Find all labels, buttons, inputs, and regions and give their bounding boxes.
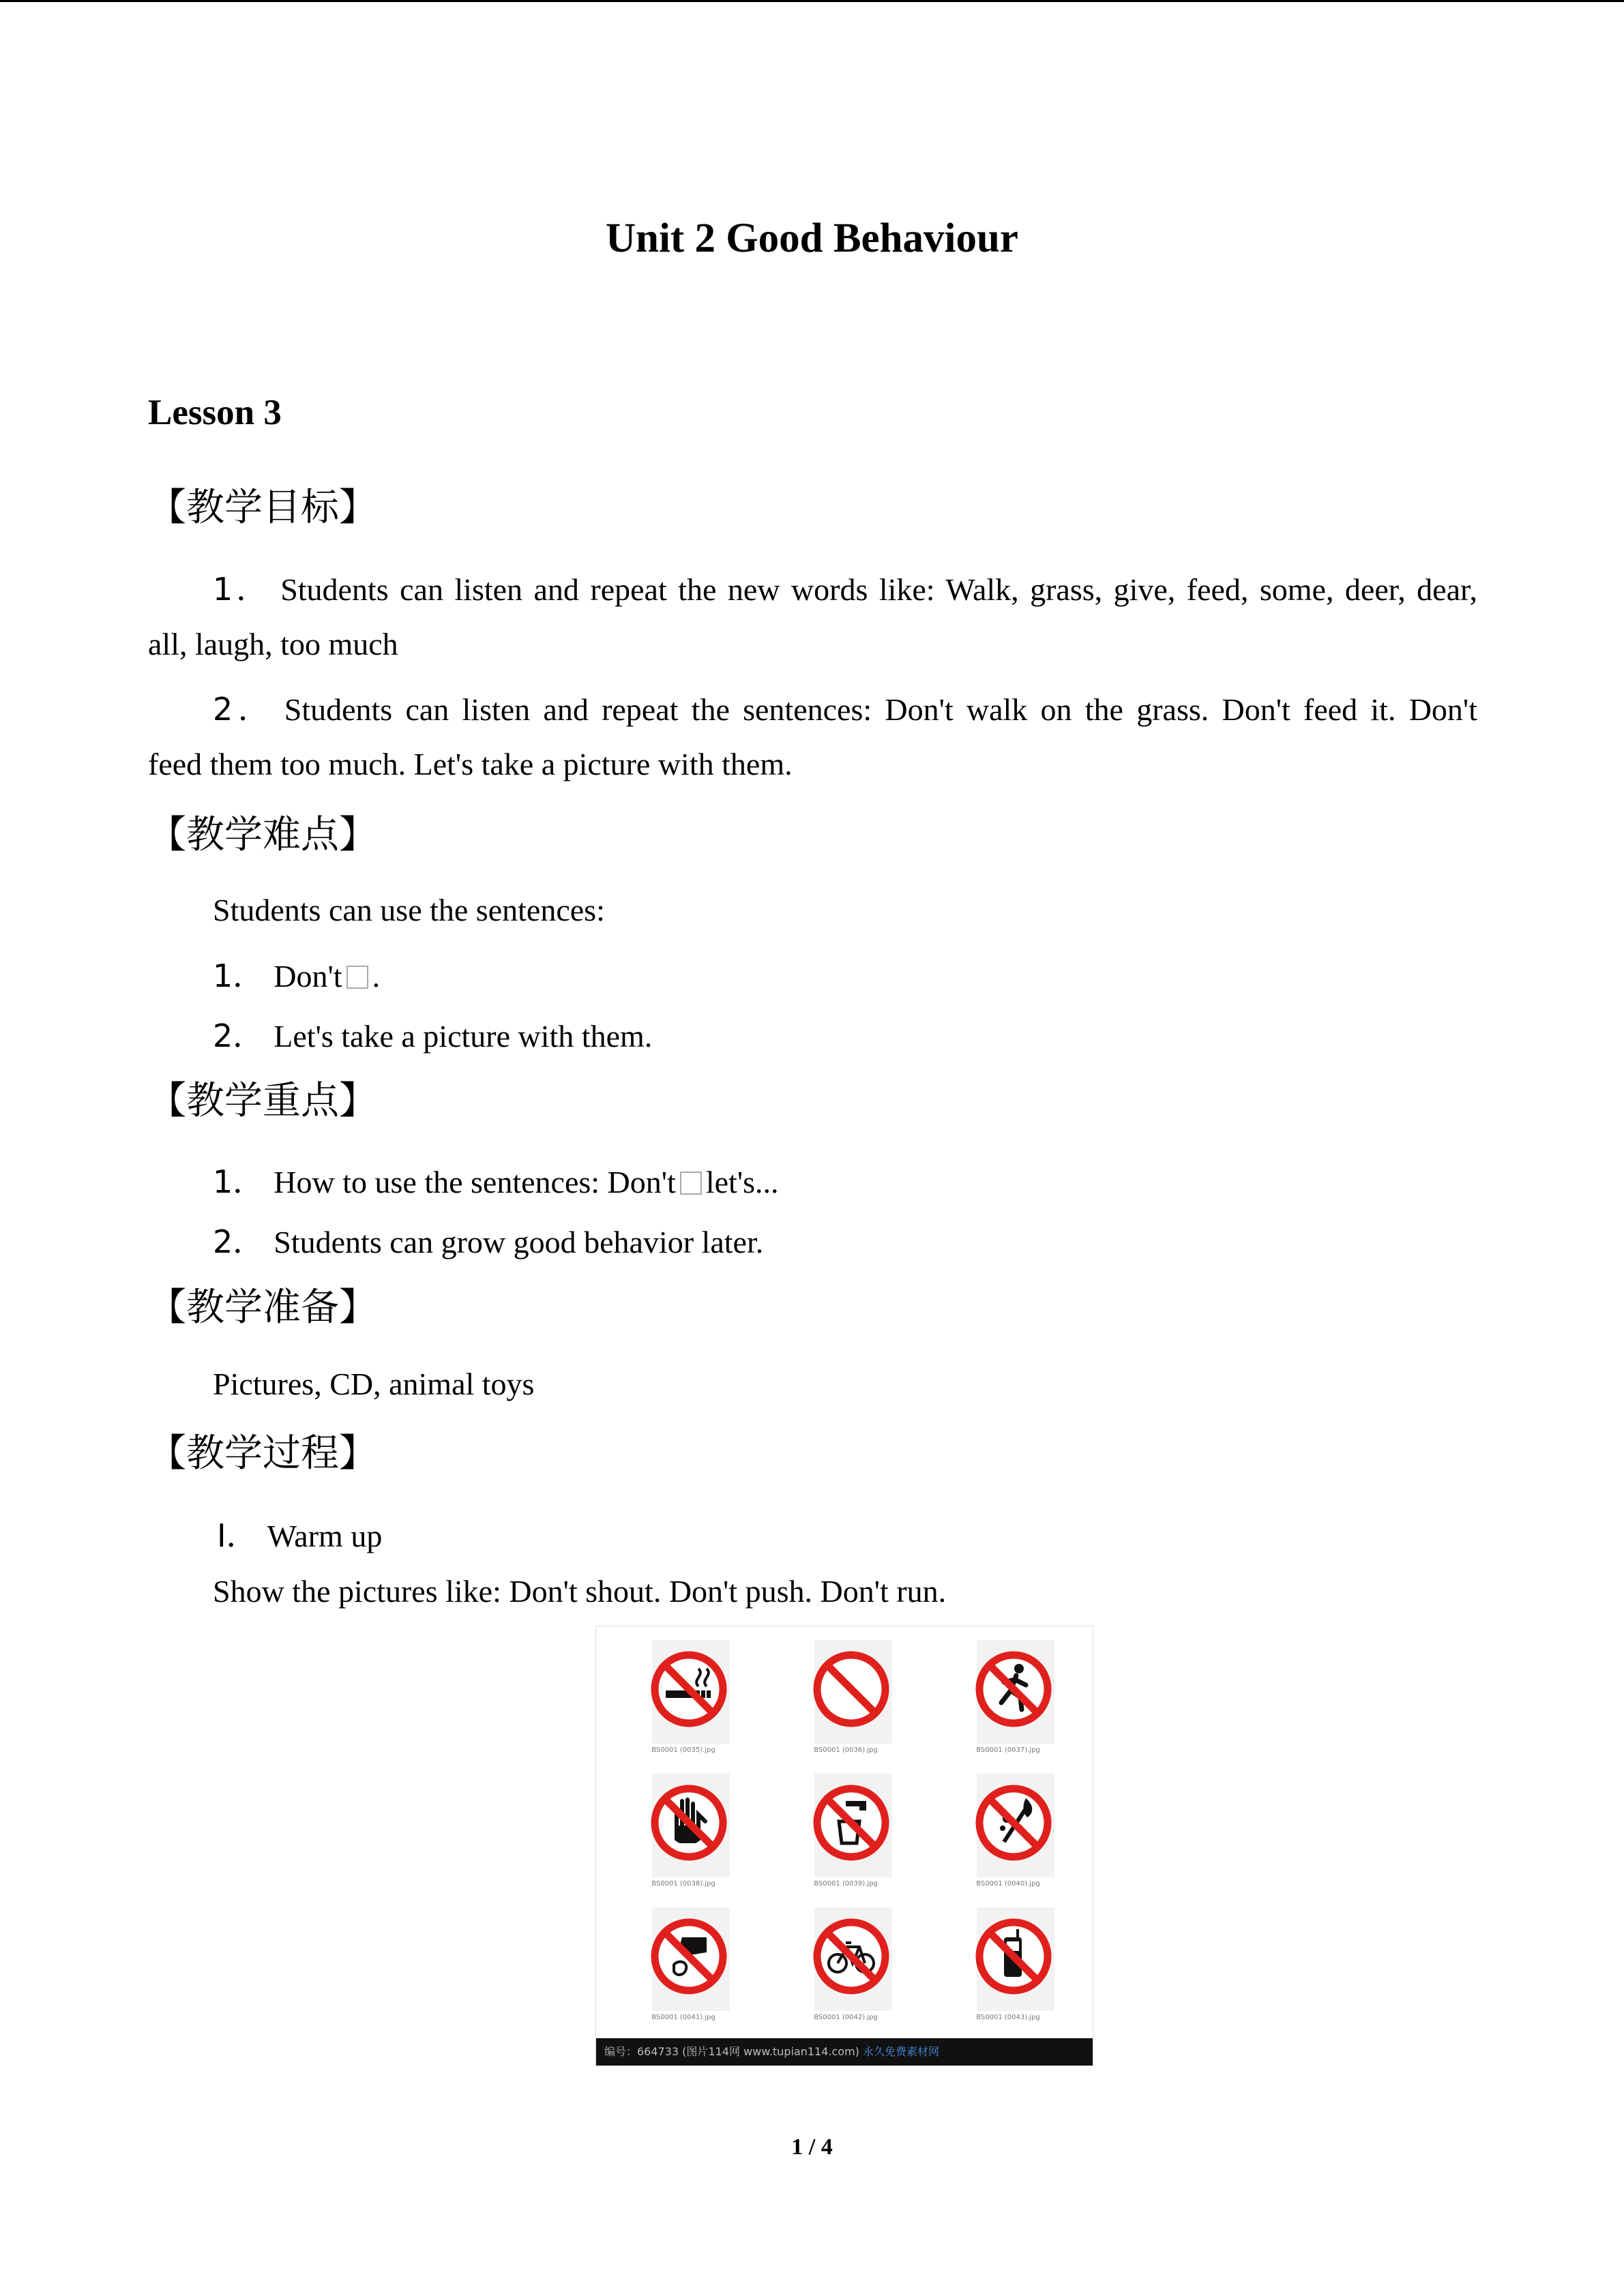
no-touching-icon — [649, 1771, 731, 1879]
no-bicycles-icon — [812, 1905, 894, 2012]
key-point-2 — [213, 1217, 763, 1262]
no-open-flame-icon — [974, 1771, 1056, 1879]
top-border — [0, 0, 1624, 2]
heading-preparation: 【教学准备】 — [148, 1285, 377, 1330]
objective-1-number: 1． — [213, 571, 271, 608]
difficulty-item-1 — [213, 951, 380, 996]
key-point-1-number: 1． — [213, 1163, 265, 1200]
no-mobile-phones-icon — [974, 1905, 1056, 2012]
sign-cell-3 — [939, 1633, 1075, 1770]
key-point-1-end: let's... — [705, 1165, 779, 1199]
difficulty-item-1-end: . — [372, 959, 381, 994]
sign-cell-1 — [614, 1633, 750, 1770]
difficulty-item-1-text: Don't — [274, 959, 342, 994]
sign-cell-8 — [776, 1900, 913, 2037]
sign-caption-6: BS0001 (0040).jpg — [976, 1880, 1040, 1888]
watermark-text: 编号：664733 (图片114网 www.tupian114.com) — [604, 2045, 859, 2058]
objective-1-line-2: all, laugh, too much — [148, 627, 398, 661]
no-running-icon — [974, 1637, 1056, 1745]
preparation-text: Pictures, CD, animal toys — [213, 1367, 535, 1401]
key-point-2-number: 2． — [213, 1223, 265, 1260]
sign-caption-3: BS0001 (0037).jpg — [976, 1746, 1040, 1754]
heading-key-points: 【教学重点】 — [148, 1079, 377, 1123]
sign-caption-5: BS0001 (0039).jpg — [814, 1880, 878, 1888]
sign-cell-7 — [614, 1900, 750, 2037]
sign-caption-2: BS0001 (0036).jpg — [814, 1746, 878, 1754]
sign-cell-4 — [614, 1767, 750, 1903]
sign-caption-7: BS0001 (0041).jpg — [651, 2014, 715, 2021]
page-number: 1 / 4 — [791, 2134, 833, 2160]
process-step-1 — [217, 1511, 382, 1556]
objective-1-text: Students can listen and repeat the new words like: Walk, grass, give, feed, some, deer, dear, — [280, 572, 1477, 607]
difficulty-item-2 — [213, 1011, 652, 1056]
difficulty-item-2-text: Let's take a picture with them. — [274, 1019, 653, 1054]
objective-2-line-1 — [148, 685, 1477, 730]
watermark-site-text: 永久免费素材网 — [863, 2045, 940, 2058]
difficulty-item-2-number: 2． — [213, 1017, 265, 1054]
sign-caption-9: BS0001 (0043).jpg — [976, 2014, 1040, 2021]
heading-difficulties: 【教学难点】 — [148, 813, 377, 857]
sign-cell-6 — [939, 1767, 1075, 1903]
sign-caption-4: BS0001 (0038).jpg — [651, 1880, 715, 1888]
heading-process: 【教学过程】 — [148, 1431, 377, 1476]
objective-2-number: 2． — [213, 691, 275, 728]
document-title: Unit 2 Good Behaviour — [606, 215, 1018, 261]
difficulty-item-1-number: 1． — [213, 957, 265, 994]
prohibited-icon — [812, 1637, 894, 1745]
sign-caption-8: BS0001 (0042).jpg — [814, 2014, 878, 2021]
no-smoking-icon — [649, 1637, 731, 1745]
sign-caption-1: BS0001 (0035).jpg — [651, 1746, 715, 1754]
objective-2-text: Students can listen and repeat the sentences: Don't walk on the grass. Don't feed it. Don't — [284, 692, 1477, 727]
objective-1-line-1 — [148, 565, 1477, 610]
blank-box — [680, 1172, 702, 1195]
key-point-1-text: How to use the sentences: Don't — [274, 1165, 676, 1199]
sign-cell-2 — [776, 1633, 913, 1770]
key-point-2-text: Students can grow good behavior later. — [274, 1225, 764, 1259]
process-step-number: Ⅰ． — [217, 1517, 258, 1554]
lesson-heading: Lesson 3 — [148, 393, 282, 432]
sign-cell-5 — [776, 1767, 913, 1903]
key-point-1 — [213, 1157, 779, 1202]
image-watermark-bar — [596, 2038, 1093, 2066]
process-step-title: Warm up — [267, 1519, 383, 1553]
no-drinking-water-icon — [812, 1771, 894, 1879]
prohibition-signs-image — [595, 1626, 1093, 2066]
sign-cell-9 — [939, 1900, 1075, 2037]
heading-objectives: 【教学目标】 — [148, 486, 377, 530]
process-description: Show the pictures like: Don't shout. Don't push. Don't run. — [213, 1574, 947, 1609]
no-littering-icon — [649, 1905, 731, 2012]
difficulties-intro: Students can use the sentences: — [213, 893, 605, 927]
blank-box — [346, 966, 368, 989]
objective-2-line-2: feed them too much. Let's take a picture with them. — [148, 747, 793, 781]
